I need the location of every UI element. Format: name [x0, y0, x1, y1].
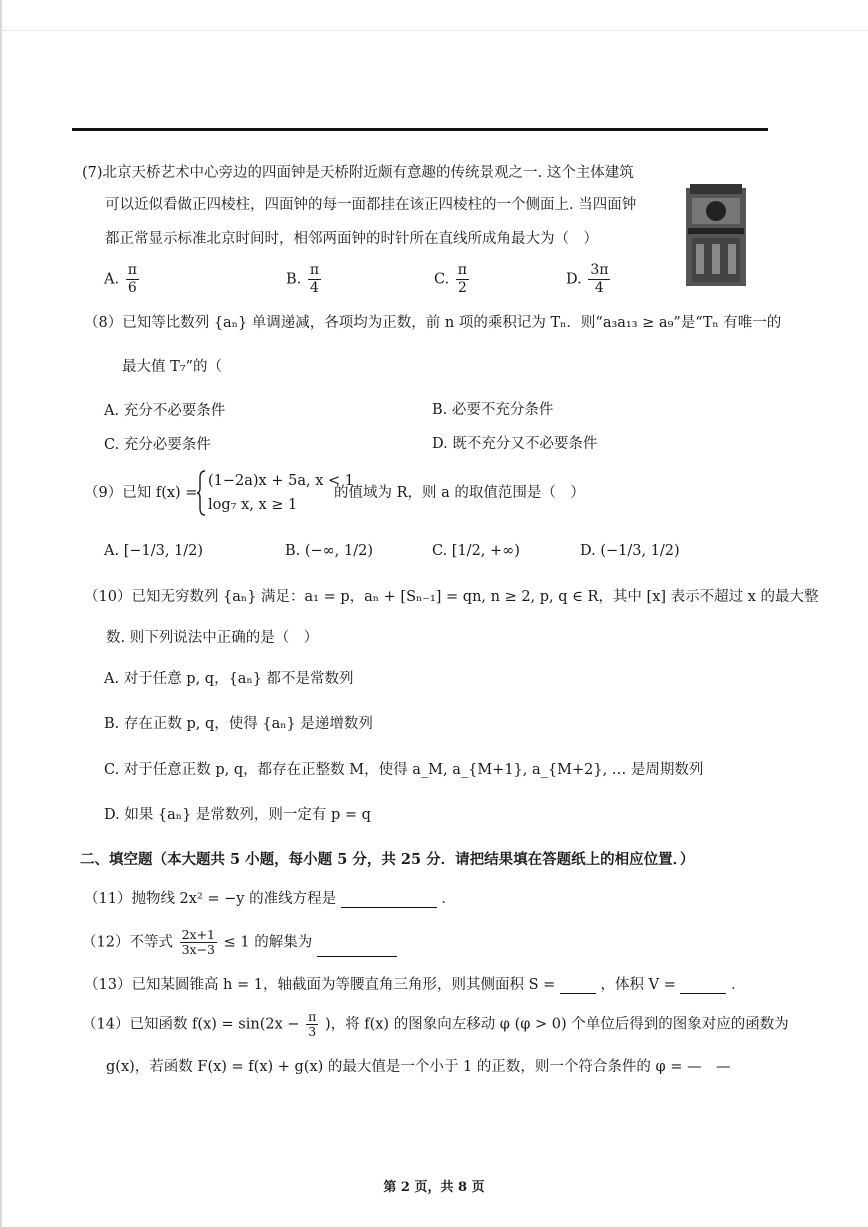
q10-line1: （10）已知无穷数列 {aₙ} 满足：a₁ = p，aₙ + [Sₙ₋₁] = qn, n ≥ 2, p, q ∈ R，其中 [x] 表示不超过 x 的最大整 — [84, 589, 819, 605]
q11-line — [84, 890, 456, 908]
q9-piece1: (1−2a)x + 5a, x < 1 — [208, 473, 354, 489]
q12-num: 2x+1 — [181, 927, 215, 942]
q14-line2 — [106, 1058, 730, 1076]
q9-piece2: log₇ x, x ≥ 1 — [208, 497, 298, 513]
q13-line — [84, 976, 746, 994]
q9-option-c[interactable] — [432, 542, 520, 560]
q9-a-label: A. — [104, 543, 120, 559]
page-edge — [0, 0, 2, 1227]
q7-c-num: π — [457, 262, 467, 278]
q13-end: ． — [731, 977, 746, 993]
q14-line1a: （14）已知函数 f(x) = sin(2x − — [82, 1016, 300, 1033]
q7-line1: (7)北京天桥艺术中心旁边的四面钟是天桥附近颇有意趣的传统景观之一. 这个主体建筑 — [82, 165, 634, 181]
q10-option-b[interactable]: B. 存在正数 p, q，使得 {aₙ} 是递增数列 — [104, 716, 373, 732]
q14-answer-blank[interactable]: — — — [686, 1059, 731, 1075]
q13-area-blank[interactable] — [560, 979, 596, 994]
q10-option-c[interactable]: C. 对于任意正数 p, q，都存在正整数 M，使得 a_M, a_{M+1}, a_{M+2}, … 是周期数列 — [104, 762, 704, 778]
q9-b-text: (−∞, 1/2) — [304, 543, 373, 559]
q7-option-c[interactable] — [434, 262, 471, 297]
q10-option-d[interactable]: D. 如果 {aₙ} 是常数列，则一定有 p = q — [104, 807, 371, 823]
q7-b-den: 4 — [310, 280, 319, 296]
q9-c-text: [1/2, +∞) — [451, 543, 520, 559]
q14-line2-text: g(x)，若函数 F(x) = f(x) + g(x) 的最大值是一个小于 1 的正数，则一个符合条件的 φ = — [106, 1059, 683, 1075]
q7-a-num: π — [127, 262, 137, 278]
q12-line — [82, 928, 397, 957]
q7-d-den: 4 — [594, 280, 604, 296]
page-edge-top — [0, 30, 868, 31]
q14-frac-num: π — [308, 1009, 317, 1024]
clock-tower-photo — [682, 182, 750, 288]
q9-c-label: C. — [432, 543, 448, 559]
q10-option-a[interactable]: A. 对于任意 p, q，{aₙ} 都不是常数列 — [104, 671, 354, 687]
q9-d-label: D. — [580, 543, 596, 559]
q7-option-b-label: B. — [286, 271, 302, 288]
q7-c-den: 2 — [457, 280, 467, 296]
q13-text1: （13）已知某圆锥高 h = 1，轴截面为等腰直角三角形，则其侧面积 S = — [84, 977, 556, 993]
q7-line2: 可以近似看做正四棱柱，四面钟的每一面都挂在该正四棱柱的一个侧面上. 当四面钟 — [105, 197, 637, 213]
q12-suffix: ≤ 1 的解集为 — [223, 934, 313, 951]
q14-frac-den: 3 — [308, 1024, 317, 1039]
q8-line1: （8）已知等比数列 {aₙ} 单调递减，各项均为正数，前 n 项的乘积记为 Tₙ．则“a₃a₁₃ ≥ a₉”是“Tₙ 有唯一的 — [84, 315, 782, 331]
q10-line2: 数. 则下列说法中正确的是（ ） — [106, 630, 319, 646]
q14-line1b: )，将 f(x) 的图象向左移动 φ (φ > 0) 个单位后得到的图象对应的函数为 — [324, 1016, 789, 1033]
q9-option-d[interactable] — [580, 542, 680, 560]
q9-suffix: 的值域为 R，则 a 的取值范围是（ ） — [334, 485, 585, 501]
q8-option-a[interactable]: A. 充分不必要条件 — [104, 403, 226, 419]
q9-b-label: B. — [285, 543, 301, 559]
q12-answer-blank[interactable] — [317, 942, 397, 957]
q9-prefix: （9）已知 f(x) = — [84, 485, 198, 501]
q11-prefix: （11）抛物线 2x² = −y 的准线方程是 — [84, 891, 337, 907]
q13-volume-blank[interactable] — [680, 979, 726, 994]
q7-line3: 都正常显示标准北京时间时，相邻两面钟的时针所在直线所成角最大为（ ） — [105, 231, 598, 247]
section-fill-in-blank-heading: 二、填空题（本大题共 5 小题，每小题 5 分，共 25 分．请把结果填在答题纸上的相应位置．） — [80, 851, 695, 868]
q7-option-d[interactable] — [566, 262, 612, 297]
q7-b-num: π — [309, 262, 320, 278]
q7-option-d-label: D. — [566, 271, 582, 288]
q9-a-text: [−1/3, 1/2) — [123, 543, 204, 559]
q14-line1 — [82, 1010, 789, 1039]
q13-text2: ，体积 V = — [600, 977, 676, 993]
q7-option-a-label: A. — [104, 271, 120, 288]
q7-option-c-label: C. — [434, 271, 450, 288]
q7-option-b[interactable] — [286, 262, 323, 297]
q8-option-d[interactable]: D. 既不充分又不必要条件 — [432, 436, 598, 452]
q9-option-b[interactable] — [285, 542, 373, 560]
q8-option-c[interactable]: C. 充分必要条件 — [104, 437, 211, 453]
q7-option-a[interactable] — [104, 262, 141, 297]
q9-option-a[interactable] — [104, 542, 203, 560]
q7-a-den: 6 — [127, 280, 137, 296]
left-brace-icon — [196, 470, 206, 516]
page-footer: 第 2 页，共 8 页 — [383, 1180, 485, 1195]
q12-prefix: （12）不等式 — [82, 934, 173, 951]
q7-d-num: 3π — [590, 262, 609, 278]
q8-line2: 最大值 T₇”的（ — [122, 359, 223, 375]
q11-suffix: ． — [441, 891, 456, 907]
q8-option-b[interactable]: B. 必要不充分条件 — [432, 402, 554, 418]
q9-d-text: (−1/3, 1/2) — [600, 543, 680, 559]
q11-answer-blank[interactable] — [341, 893, 437, 908]
q12-den: 3x−3 — [181, 942, 215, 957]
header-rule — [72, 128, 768, 131]
